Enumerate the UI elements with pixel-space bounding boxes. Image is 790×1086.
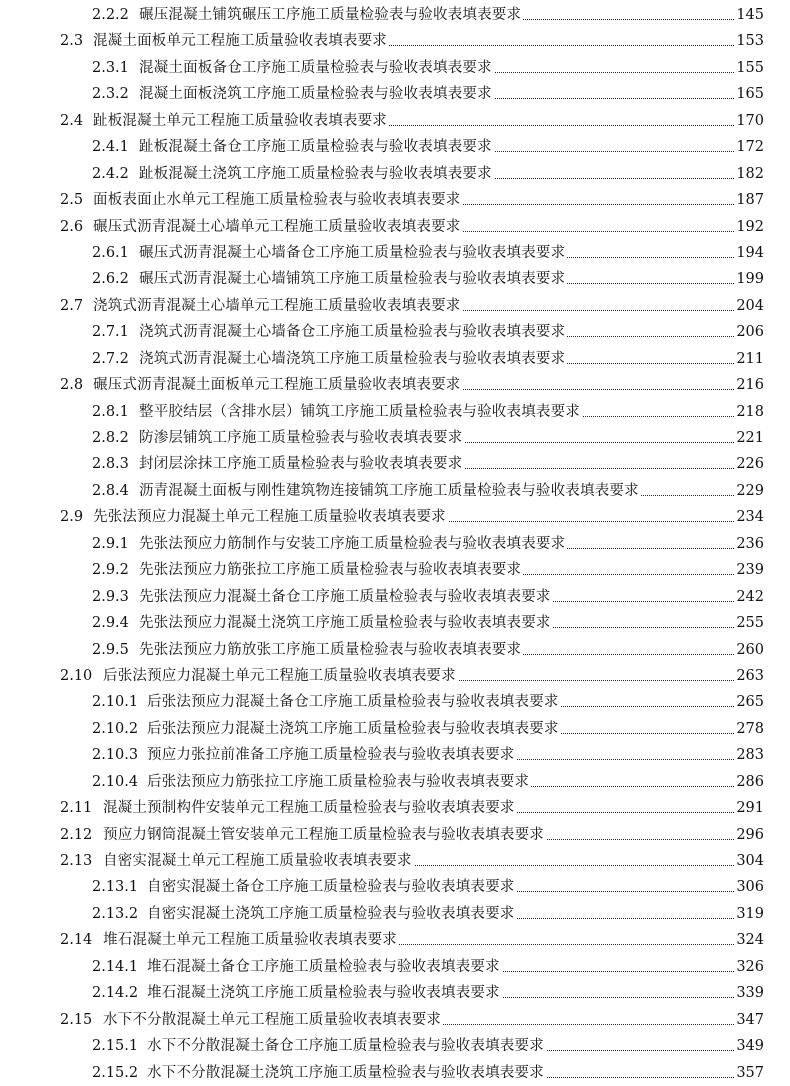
toc-entry-title: 碾压式沥青混凝土心墙单元工程施工质量验收表填表要求 [93,214,463,240]
toc-entry[interactable] [0,478,790,504]
toc-entry-title: 趾板混凝土浇筑工序施工质量检验表与验收表填表要求 [139,161,494,187]
toc-entry-number: 2.14.1 [92,958,139,975]
toc-entry-title: 先张法预应力混凝土单元工程施工质量验收表填表要求 [93,504,448,530]
toc-entry-page-number: 153 [735,28,764,54]
toc-entry-number: 2.8.3 [92,456,129,473]
toc-entry[interactable] [0,822,790,848]
toc-entry-page-number: 234 [735,504,764,530]
toc-entry[interactable] [0,742,790,768]
toc-entry-title: 堆石混凝土单元工程施工质量验收表填表要求 [103,927,399,953]
toc-entry[interactable] [0,240,790,266]
toc-entry-number: 2.8.2 [92,430,129,446]
toc-entry-number: 2.9.5 [92,641,129,658]
toc-entry-title: 混凝土面板单元工程施工质量验收表填表要求 [93,28,389,54]
toc-entry-page-number: 172 [735,134,764,160]
toc-entry-page-number: 206 [735,319,764,345]
toc-entry-page-number: 242 [735,584,764,610]
toc-entry-page-number: 182 [735,161,764,187]
toc-entry-page-number: 216 [735,372,764,398]
toc-entry[interactable] [0,28,790,54]
toc-entry-number: 2.9.3 [92,588,129,605]
toc-entry[interactable] [0,927,790,953]
toc-entry-page-number: 357 [735,1060,764,1086]
toc-entry[interactable] [0,187,790,213]
toc-entry-title: 趾板混凝土备仓工序施工质量检验表与验收表填表要求 [139,134,494,160]
toc-entry[interactable] [0,637,790,663]
toc-entry-page-number: 339 [735,980,764,1006]
toc-entry-page-number: 155 [735,55,764,81]
toc-entry-number: 2.4.2 [92,165,129,182]
toc-entry-number: 2.3 [60,33,84,50]
toc-entry-title: 堆石混凝土浇筑工序施工质量检验表与验收表填表要求 [147,980,502,1006]
toc-entry-number: 2.10.4 [92,773,139,790]
toc-entry[interactable] [0,1007,790,1033]
toc-entry-title: 面板表面止水单元工程施工质量检验表与验收表填表要求 [93,187,463,213]
toc-entry-number: 2.9.2 [92,562,129,579]
toc-entry-page-number: 286 [735,769,764,795]
toc-entry-title: 浇筑式沥青混凝土心墙单元工程施工质量验收表填表要求 [93,293,463,319]
toc-entry-number: 2.4 [60,112,84,129]
toc-entry[interactable] [0,848,790,874]
toc-entry[interactable] [0,716,790,742]
toc-entry-number: 2.7.2 [92,350,129,367]
toc-entry-number: 2.10.1 [92,694,139,711]
toc-entry-title: 浇筑式沥青混凝土心墙备仓工序施工质量检验表与验收表填表要求 [139,319,567,345]
toc-entry-page-number: 347 [735,1007,764,1033]
toc-entry-page-number: 204 [735,293,764,319]
toc-entry-page-number: 306 [735,874,764,900]
toc-entry-page-number: 278 [735,716,764,742]
toc-entry-page-number: 326 [735,954,764,980]
toc-entry[interactable] [0,319,790,345]
toc-entry[interactable] [0,980,790,1006]
toc-entry-number: 2.14.2 [92,985,139,1002]
toc-entry[interactable] [0,214,790,240]
toc-entry[interactable] [0,1060,790,1086]
toc-entry-page-number: 239 [735,557,764,583]
toc-entry[interactable] [0,663,790,689]
toc-entry-title: 碾压式沥青混凝土心墙备仓工序施工质量检验表与验收表填表要求 [139,240,567,266]
toc-entry-number: 2.9.4 [92,615,129,632]
table-of-contents [0,2,790,1086]
toc-entry[interactable] [0,689,790,715]
toc-entry[interactable] [0,451,790,477]
toc-entry-number: 2.8.4 [92,482,129,499]
toc-entry-number: 2.6 [60,218,84,235]
toc-entry-page-number: 218 [735,399,764,425]
toc-entry-number: 2.6.2 [92,271,129,288]
toc-entry[interactable] [0,504,790,530]
toc-entry-page-number: 187 [735,187,764,213]
toc-entry-number: 2.6.1 [92,244,129,261]
toc-entry-number: 2.8 [60,377,84,394]
toc-entry-title: 先张法预应力筋张拉工序施工质量检验表与验收表填表要求 [139,557,523,583]
toc-entry-page-number: 260 [735,637,764,663]
toc-entry-page-number: 291 [735,795,764,821]
toc-entry-title: 水下不分散混凝土浇筑工序施工质量检验表与验收表填表要求 [147,1060,546,1086]
toc-entry-title: 后张法预应力混凝土单元工程施工质量验收表填表要求 [103,663,458,689]
toc-entry-title: 先张法预应力混凝土备仓工序施工质量检验表与验收表填表要求 [139,584,553,610]
toc-entry-number: 2.3.1 [92,59,129,76]
toc-entry-title: 后张法预应力筋张拉工序施工质量检验表与验收表填表要求 [147,769,531,795]
toc-entry-page-number: 199 [735,266,764,292]
toc-entry-number: 2.13.1 [92,879,139,896]
toc-entry-title: 混凝土预制构件安装单元工程施工质量检验表与验收表填表要求 [103,795,517,821]
toc-entry-title: 混凝土面板浇筑工序施工质量检验表与验收表填表要求 [139,81,494,107]
toc-entry-number: 2.15.2 [92,1064,139,1081]
toc-entry[interactable] [0,266,790,292]
toc-entry[interactable] [0,874,790,900]
toc-entry-page-number: 283 [735,742,764,768]
toc-entry-number: 2.15 [60,1011,93,1028]
toc-entry-number: 2.3.2 [92,86,129,103]
toc-entry-title: 堆石混凝土备仓工序施工质量检验表与验收表填表要求 [147,954,502,980]
toc-entry-page-number: 265 [735,689,764,715]
toc-entry[interactable] [0,108,790,134]
toc-entry[interactable] [0,425,790,451]
toc-entry-page-number: 319 [735,901,764,927]
toc-entry-number: 2.5 [60,192,84,209]
toc-entry-page-number: 226 [735,451,764,477]
toc-entry-number: 2.15.1 [92,1038,139,1055]
toc-entry-title: 浇筑式沥青混凝土心墙浇筑工序施工质量检验表与验收表填表要求 [139,346,567,372]
toc-entry[interactable] [0,2,790,28]
toc-entry[interactable] [0,293,790,319]
toc-entry-title: 后张法预应力混凝土备仓工序施工质量检验表与验收表填表要求 [147,689,561,715]
toc-entry-title: 预应力张拉前准备工序施工质量检验表与验收表填表要求 [147,742,517,768]
toc-entry-number: 2.7 [60,297,84,314]
toc-entry[interactable] [0,399,790,425]
toc-entry-title: 水下不分散混凝土单元工程施工质量验收表填表要求 [103,1007,443,1033]
toc-entry-page-number: 304 [735,848,764,874]
toc-entry-title: 预应力钢筒混凝土管安装单元工程施工质量检验表与验收表填表要求 [103,822,546,848]
toc-entry-page-number: 236 [735,531,764,557]
toc-entry-title: 整平胶结层（含排水层）铺筑工序施工质量检验表与验收表填表要求 [139,399,582,425]
toc-entry[interactable] [0,531,790,557]
toc-entry[interactable] [0,346,790,372]
toc-entry-number: 2.4.1 [92,139,129,156]
toc-entry-title: 碾压式沥青混凝土面板单元工程施工质量验收表填表要求 [93,372,463,398]
toc-entry-title: 水下不分散混凝土备仓工序施工质量检验表与验收表填表要求 [147,1033,546,1059]
toc-entry[interactable] [0,769,790,795]
toc-entry[interactable] [0,610,790,636]
toc-entry[interactable] [0,55,790,81]
toc-entry-title: 自密实混凝土备仓工序施工质量检验表与验收表填表要求 [147,874,517,900]
toc-entry-title: 碾压式沥青混凝土心墙铺筑工序施工质量检验表与验收表填表要求 [139,266,567,292]
toc-entry-number: 2.14 [60,932,93,949]
toc-entry-number: 2.13.2 [92,905,139,922]
toc-entry-page-number: 170 [735,108,764,134]
toc-entry-page-number: 165 [735,81,764,107]
toc-entry-page-number: 349 [735,1033,764,1059]
toc-entry-page-number: 324 [735,927,764,953]
toc-entry-title: 沥青混凝土面板与刚性建筑物连接铺筑工序施工质量检验表与验收表填表要求 [139,478,641,504]
toc-entry-page-number: 194 [735,240,764,266]
toc-entry-title: 先张法预应力筋制作与安装工序施工质量检验表与验收表填表要求 [139,531,567,557]
toc-entry-page-number: 192 [735,214,764,240]
toc-entry-title: 自密实混凝土单元工程施工质量验收表填表要求 [103,848,414,874]
toc-entry-number: 2.11 [60,800,93,817]
toc-entry-number: 2.9.1 [92,535,129,552]
toc-entry-title: 后张法预应力混凝土浇筑工序施工质量检验表与验收表填表要求 [147,716,561,742]
toc-entry-number: 2.10 [60,667,93,684]
toc-entry-number: 2.7.1 [92,324,129,341]
toc-entry-page-number: 145 [735,2,764,28]
toc-entry-title: 先张法预应力筋放张工序施工质量检验表与验收表填表要求 [139,637,523,663]
toc-entry-title: 封闭层涂抹工序施工质量检验表与验收表填表要求 [139,451,464,477]
toc-entry-title: 防渗层铺筑工序施工质量检验表与验收表填表要求 [139,425,464,451]
toc-entry-title: 自密实混凝土浇筑工序施工质量检验表与验收表填表要求 [147,901,517,927]
toc-entry-title: 碾压混凝土铺筑碾压工序施工质量检验表与验收表填表要求 [139,2,523,28]
toc-entry[interactable] [0,372,790,398]
toc-entry-number: 2.10.3 [92,747,139,764]
toc-entry[interactable] [0,954,790,980]
toc-entry-page-number: 255 [735,610,764,636]
toc-entry-page-number: 221 [735,425,764,451]
toc-entry[interactable] [0,795,790,821]
toc-entry-number: 2.9 [60,509,84,526]
toc-entry-number: 2.13 [60,853,93,869]
toc-entry-title: 趾板混凝土单元工程施工质量验收表填表要求 [93,108,389,134]
toc-entry-page-number: 229 [735,478,764,504]
toc-entry[interactable] [0,584,790,610]
toc-entry[interactable] [0,161,790,187]
toc-entry[interactable] [0,81,790,107]
toc-entry-number: 2.8.1 [92,403,129,420]
toc-entry-number: 2.10.2 [92,720,139,737]
toc-entry[interactable] [0,134,790,160]
toc-entry-number: 2.2.2 [92,7,129,23]
toc-entry-title: 混凝土面板备仓工序施工质量检验表与验收表填表要求 [139,55,494,81]
toc-entry[interactable] [0,901,790,927]
toc-entry-page-number: 211 [735,346,764,372]
toc-entry-page-number: 263 [735,663,764,689]
toc-entry-number: 2.12 [60,826,93,843]
toc-entry[interactable] [0,557,790,583]
toc-entry-title: 先张法预应力混凝土浇筑工序施工质量检验表与验收表填表要求 [139,610,553,636]
toc-entry-page-number: 296 [735,822,764,848]
toc-entry[interactable] [0,1033,790,1059]
